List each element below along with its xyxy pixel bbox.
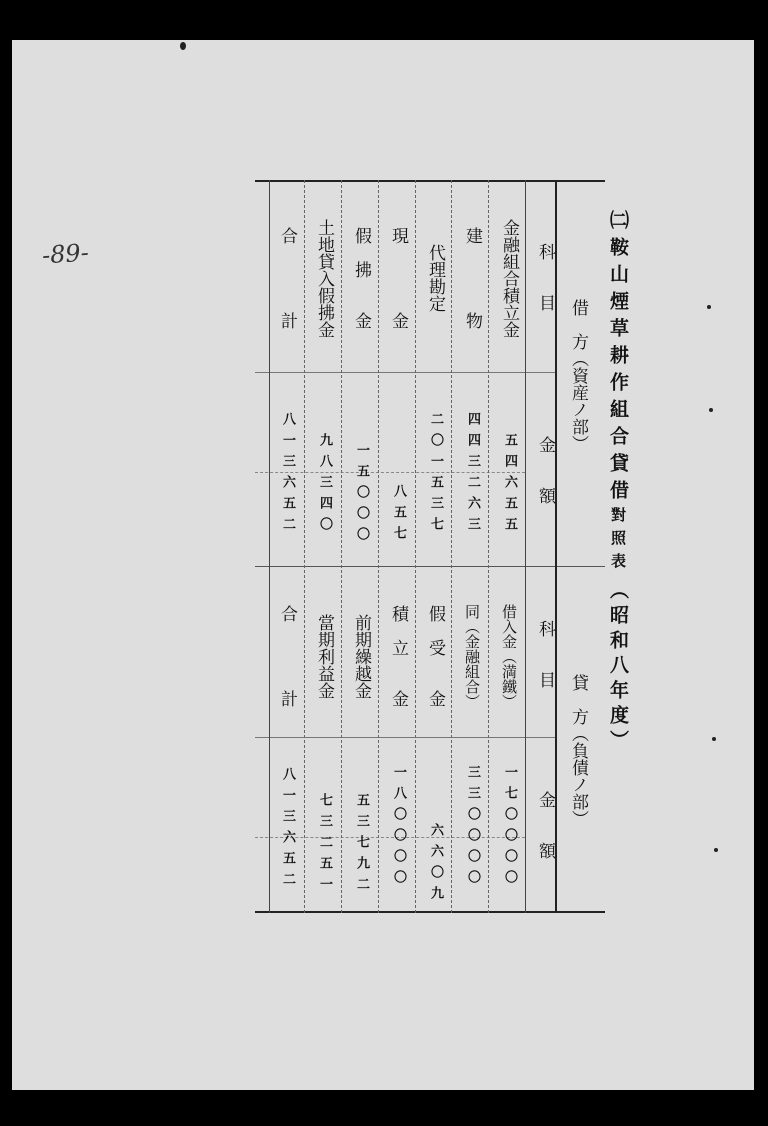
col-rule (415, 180, 416, 913)
page-number-note: -89- (41, 238, 90, 270)
credit-col-amount: 金 額 (535, 791, 555, 859)
scan-speck (712, 737, 716, 741)
debit-item-amount-rule (255, 372, 555, 373)
debit-row-item: 金融組合積立金 (499, 218, 519, 338)
debit-row-amount: 八五七 (391, 483, 406, 547)
balance-sheet-table (255, 180, 605, 913)
debit-col-amount: 金 額 (535, 436, 555, 504)
col-rule (488, 180, 489, 913)
debit-row-item: 土地貸入假拂金 (314, 218, 334, 338)
col-rule (525, 180, 526, 913)
credit-row-item: 同（金融組合） (463, 603, 481, 709)
document-title (608, 210, 627, 576)
scan-speck (714, 848, 718, 852)
debit-row-item: 假 拂 金 (351, 227, 371, 329)
credit-row-item: 借入金（満鐵） (500, 603, 518, 709)
debit-row-amount: 一五〇〇〇 (354, 442, 369, 548)
credit-item-amount-rule (255, 737, 555, 738)
col-rule (304, 180, 305, 913)
credit-total-amount: 八一三六五二 (280, 767, 295, 893)
table-top-rule (255, 180, 605, 182)
col-rule (341, 180, 342, 913)
scan-speck (709, 408, 713, 412)
col-rule (451, 180, 452, 913)
debit-row-amount: 五四六五五 (502, 432, 517, 538)
credit-col-item: 科 目 (535, 620, 555, 688)
credit-row-amount: 六六〇九 (428, 823, 443, 907)
credit-row-amount: 五三七九二 (354, 792, 369, 898)
credit-row-amount: 三三〇〇〇〇 (465, 764, 480, 891)
credit-row-item: 假 受 金 (425, 605, 445, 707)
credit-header: 貸 方（負債ノ部） (568, 673, 588, 827)
debit-row-amount: 四四三二六三 (465, 412, 480, 538)
debit-row-amount: 二〇一五三七 (428, 412, 443, 538)
title-main: ㈡鞍山煙草耕作組合貸借 (607, 210, 629, 507)
debit-header: 借 方（資産ノ部） (568, 298, 588, 452)
credit-total-label: 合 計 (277, 605, 297, 707)
col-rule (269, 180, 270, 913)
col-rule (378, 180, 379, 913)
credit-row-item: 積 立 金 (388, 605, 408, 707)
debit-total-amount: 八一三六五二 (280, 412, 295, 538)
debit-total-label: 合 計 (277, 227, 297, 329)
debit-row-amount: 九八三四〇 (317, 432, 332, 538)
credit-row-item: 當期利益金 (314, 613, 334, 699)
table-bottom-rule (255, 911, 605, 913)
debit-col-item: 科 目 (535, 243, 555, 311)
debit-row-item: 代理勘定 (425, 244, 445, 312)
credit-row-amount: 一八〇〇〇〇 (391, 764, 406, 891)
debit-row-item: 現 金 (388, 227, 408, 329)
scan-speck (707, 305, 711, 309)
scan-speck (180, 42, 186, 50)
title-sub: 對照表 (609, 507, 627, 576)
credit-row-amount: 七三二五一 (317, 792, 332, 898)
title-year: （昭和八年度） (607, 580, 629, 755)
credit-row-item: 前期繰越金 (351, 613, 371, 699)
table-middle-rule (255, 566, 605, 567)
document-page (12, 40, 754, 1090)
credit-row-amount: 一七〇〇〇〇 (502, 764, 517, 891)
debit-row-item: 建 物 (462, 227, 482, 329)
